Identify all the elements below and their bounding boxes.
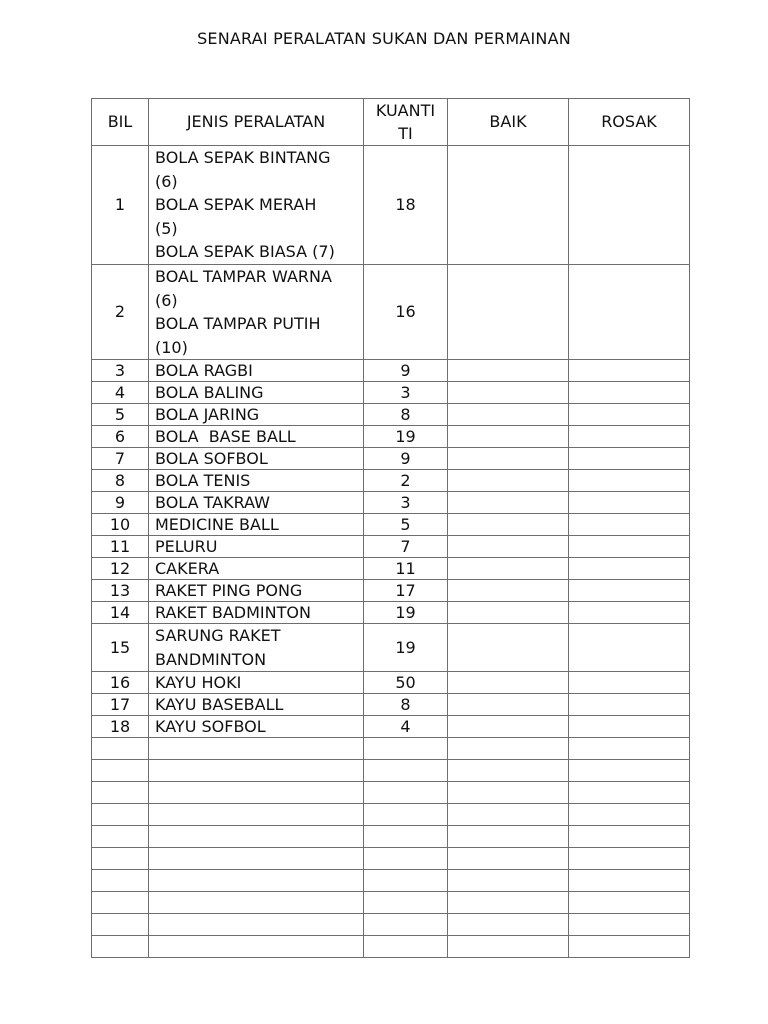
item-cell: KAYU BASEBALL bbox=[149, 694, 364, 716]
item-cell: BOLA TAKRAW bbox=[149, 492, 364, 514]
table-row bbox=[92, 265, 690, 360]
rosak-cell bbox=[569, 870, 690, 892]
table-row bbox=[92, 426, 690, 448]
quantity-cell: 19 bbox=[364, 624, 448, 672]
rosak-cell bbox=[569, 470, 690, 492]
item-cell: RAKET PING PONG bbox=[149, 580, 364, 602]
quantity-cell bbox=[364, 804, 448, 826]
item-cell bbox=[149, 870, 364, 892]
bil-cell bbox=[92, 892, 149, 914]
item-cell: BOLA JARING bbox=[149, 404, 364, 426]
table-row bbox=[92, 536, 690, 558]
item-cell: MEDICINE BALL bbox=[149, 514, 364, 536]
table-row bbox=[92, 360, 690, 382]
quantity-cell: 4 bbox=[364, 716, 448, 738]
bil-cell: 3 bbox=[92, 360, 149, 382]
bil-cell bbox=[92, 848, 149, 870]
table-row bbox=[92, 738, 690, 760]
quantity-cell bbox=[364, 870, 448, 892]
page-title: SENARAI PERALATAN SUKAN DAN PERMAINAN bbox=[197, 29, 571, 48]
rosak-cell bbox=[569, 602, 690, 624]
item-cell bbox=[149, 826, 364, 848]
quantity-cell: 16 bbox=[364, 265, 448, 360]
rosak-cell bbox=[569, 826, 690, 848]
item-cell: BOLA BALING bbox=[149, 382, 364, 404]
table-row bbox=[92, 448, 690, 470]
quantity-cell: 3 bbox=[364, 382, 448, 404]
bil-cell: 1 bbox=[92, 146, 149, 265]
table-row bbox=[92, 892, 690, 914]
header-bil: BIL bbox=[92, 99, 149, 146]
quantity-cell: 11 bbox=[364, 558, 448, 580]
item-cell bbox=[149, 804, 364, 826]
rosak-cell bbox=[569, 580, 690, 602]
quantity-cell: 7 bbox=[364, 536, 448, 558]
table-row bbox=[92, 146, 690, 265]
rosak-cell bbox=[569, 760, 690, 782]
quantity-cell bbox=[364, 782, 448, 804]
quantity-cell: 9 bbox=[364, 448, 448, 470]
quantity-cell: 17 bbox=[364, 580, 448, 602]
header-baik: BAIK bbox=[448, 99, 569, 146]
baik-cell bbox=[448, 892, 569, 914]
baik-cell bbox=[448, 536, 569, 558]
rosak-cell bbox=[569, 782, 690, 804]
quantity-cell bbox=[364, 914, 448, 936]
bil-cell bbox=[92, 738, 149, 760]
item-cell: RAKET BADMINTON bbox=[149, 602, 364, 624]
item-cell bbox=[149, 914, 364, 936]
rosak-cell bbox=[569, 694, 690, 716]
baik-cell bbox=[448, 624, 569, 672]
item-cell: KAYU HOKI bbox=[149, 672, 364, 694]
quantity-cell: 9 bbox=[364, 360, 448, 382]
baik-cell bbox=[448, 914, 569, 936]
baik-cell bbox=[448, 404, 569, 426]
quantity-cell: 8 bbox=[364, 694, 448, 716]
table-row bbox=[92, 716, 690, 738]
quantity-cell: 50 bbox=[364, 672, 448, 694]
item-cell: KAYU SOFBOL bbox=[149, 716, 364, 738]
quantity-cell bbox=[364, 760, 448, 782]
item-cell bbox=[149, 892, 364, 914]
bil-cell: 16 bbox=[92, 672, 149, 694]
item-cell: BOLA SOFBOL bbox=[149, 448, 364, 470]
table-row bbox=[92, 404, 690, 426]
rosak-cell bbox=[569, 892, 690, 914]
header-kuantiti: KUANTI TI bbox=[364, 99, 448, 146]
table-row bbox=[92, 492, 690, 514]
table-body bbox=[92, 146, 690, 958]
item-cell: PELURU bbox=[149, 536, 364, 558]
baik-cell bbox=[448, 716, 569, 738]
bil-cell: 17 bbox=[92, 694, 149, 716]
bil-cell: 2 bbox=[92, 265, 149, 360]
baik-cell bbox=[448, 672, 569, 694]
table-row bbox=[92, 914, 690, 936]
table-row bbox=[92, 382, 690, 404]
baik-cell bbox=[448, 265, 569, 360]
rosak-cell bbox=[569, 448, 690, 470]
baik-cell bbox=[448, 760, 569, 782]
bil-cell bbox=[92, 914, 149, 936]
rosak-cell bbox=[569, 265, 690, 360]
table-row bbox=[92, 760, 690, 782]
bil-cell: 18 bbox=[92, 716, 149, 738]
table-row bbox=[92, 782, 690, 804]
table-row bbox=[92, 826, 690, 848]
bil-cell bbox=[92, 782, 149, 804]
rosak-cell bbox=[569, 738, 690, 760]
rosak-cell bbox=[569, 514, 690, 536]
table-row bbox=[92, 694, 690, 716]
baik-cell bbox=[448, 602, 569, 624]
bil-cell bbox=[92, 936, 149, 958]
quantity-cell bbox=[364, 936, 448, 958]
rosak-cell bbox=[569, 558, 690, 580]
item-cell: SARUNG RAKET BANDMINTON bbox=[149, 624, 364, 672]
table-row bbox=[92, 602, 690, 624]
rosak-cell bbox=[569, 624, 690, 672]
table-header-row bbox=[92, 99, 690, 146]
table-row bbox=[92, 936, 690, 958]
rosak-cell bbox=[569, 936, 690, 958]
rosak-cell bbox=[569, 672, 690, 694]
quantity-cell bbox=[364, 892, 448, 914]
quantity-cell bbox=[364, 848, 448, 870]
quantity-cell: 18 bbox=[364, 146, 448, 265]
baik-cell bbox=[448, 738, 569, 760]
item-cell bbox=[149, 782, 364, 804]
bil-cell: 11 bbox=[92, 536, 149, 558]
quantity-cell: 19 bbox=[364, 602, 448, 624]
bil-cell: 8 bbox=[92, 470, 149, 492]
quantity-cell: 19 bbox=[364, 426, 448, 448]
rosak-cell bbox=[569, 848, 690, 870]
table-row bbox=[92, 558, 690, 580]
table-row bbox=[92, 624, 690, 672]
bil-cell bbox=[92, 760, 149, 782]
quantity-cell: 5 bbox=[364, 514, 448, 536]
baik-cell bbox=[448, 382, 569, 404]
item-cell: BOAL TAMPAR WARNA (6) BOLA TAMPAR PUTIH (10) bbox=[149, 265, 364, 360]
bil-cell: 5 bbox=[92, 404, 149, 426]
baik-cell bbox=[448, 936, 569, 958]
rosak-cell bbox=[569, 804, 690, 826]
bil-cell: 15 bbox=[92, 624, 149, 672]
baik-cell bbox=[448, 514, 569, 536]
bil-cell: 14 bbox=[92, 602, 149, 624]
table-row bbox=[92, 870, 690, 892]
bil-cell: 4 bbox=[92, 382, 149, 404]
bil-cell: 6 bbox=[92, 426, 149, 448]
equipment-table bbox=[91, 98, 690, 958]
rosak-cell bbox=[569, 492, 690, 514]
table-row bbox=[92, 470, 690, 492]
quantity-cell: 2 bbox=[364, 470, 448, 492]
rosak-cell bbox=[569, 146, 690, 265]
baik-cell bbox=[448, 448, 569, 470]
item-cell bbox=[149, 738, 364, 760]
rosak-cell bbox=[569, 404, 690, 426]
item-cell bbox=[149, 760, 364, 782]
baik-cell bbox=[448, 826, 569, 848]
item-cell: BOLA TENIS bbox=[149, 470, 364, 492]
table-row bbox=[92, 848, 690, 870]
baik-cell bbox=[448, 492, 569, 514]
item-cell: BOLA RAGBI bbox=[149, 360, 364, 382]
bil-cell: 10 bbox=[92, 514, 149, 536]
baik-cell bbox=[448, 558, 569, 580]
baik-cell bbox=[448, 804, 569, 826]
rosak-cell bbox=[569, 716, 690, 738]
baik-cell bbox=[448, 426, 569, 448]
quantity-cell bbox=[364, 738, 448, 760]
bil-cell bbox=[92, 870, 149, 892]
rosak-cell bbox=[569, 360, 690, 382]
item-cell: BOLA BASE BALL bbox=[149, 426, 364, 448]
bil-cell: 12 bbox=[92, 558, 149, 580]
table-row bbox=[92, 514, 690, 536]
item-cell: CAKERA bbox=[149, 558, 364, 580]
bil-cell bbox=[92, 804, 149, 826]
baik-cell bbox=[448, 848, 569, 870]
bil-cell: 13 bbox=[92, 580, 149, 602]
baik-cell bbox=[448, 580, 569, 602]
bil-cell bbox=[92, 826, 149, 848]
rosak-cell bbox=[569, 536, 690, 558]
baik-cell bbox=[448, 146, 569, 265]
baik-cell bbox=[448, 782, 569, 804]
quantity-cell: 8 bbox=[364, 404, 448, 426]
header-jenis-peralatan: JENIS PERALATAN bbox=[149, 99, 364, 146]
quantity-cell: 3 bbox=[364, 492, 448, 514]
table-row bbox=[92, 580, 690, 602]
rosak-cell bbox=[569, 382, 690, 404]
quantity-cell bbox=[364, 826, 448, 848]
baik-cell bbox=[448, 470, 569, 492]
bil-cell: 7 bbox=[92, 448, 149, 470]
rosak-cell bbox=[569, 914, 690, 936]
baik-cell bbox=[448, 360, 569, 382]
table-row bbox=[92, 804, 690, 826]
baik-cell bbox=[448, 694, 569, 716]
item-cell bbox=[149, 936, 364, 958]
header-rosak: ROSAK bbox=[569, 99, 690, 146]
rosak-cell bbox=[569, 426, 690, 448]
bil-cell: 9 bbox=[92, 492, 149, 514]
item-cell: BOLA SEPAK BINTANG (6) BOLA SEPAK MERAH (5) BOLA SEPAK BIASA (7) bbox=[149, 146, 364, 265]
item-cell bbox=[149, 848, 364, 870]
table-row bbox=[92, 672, 690, 694]
baik-cell bbox=[448, 870, 569, 892]
